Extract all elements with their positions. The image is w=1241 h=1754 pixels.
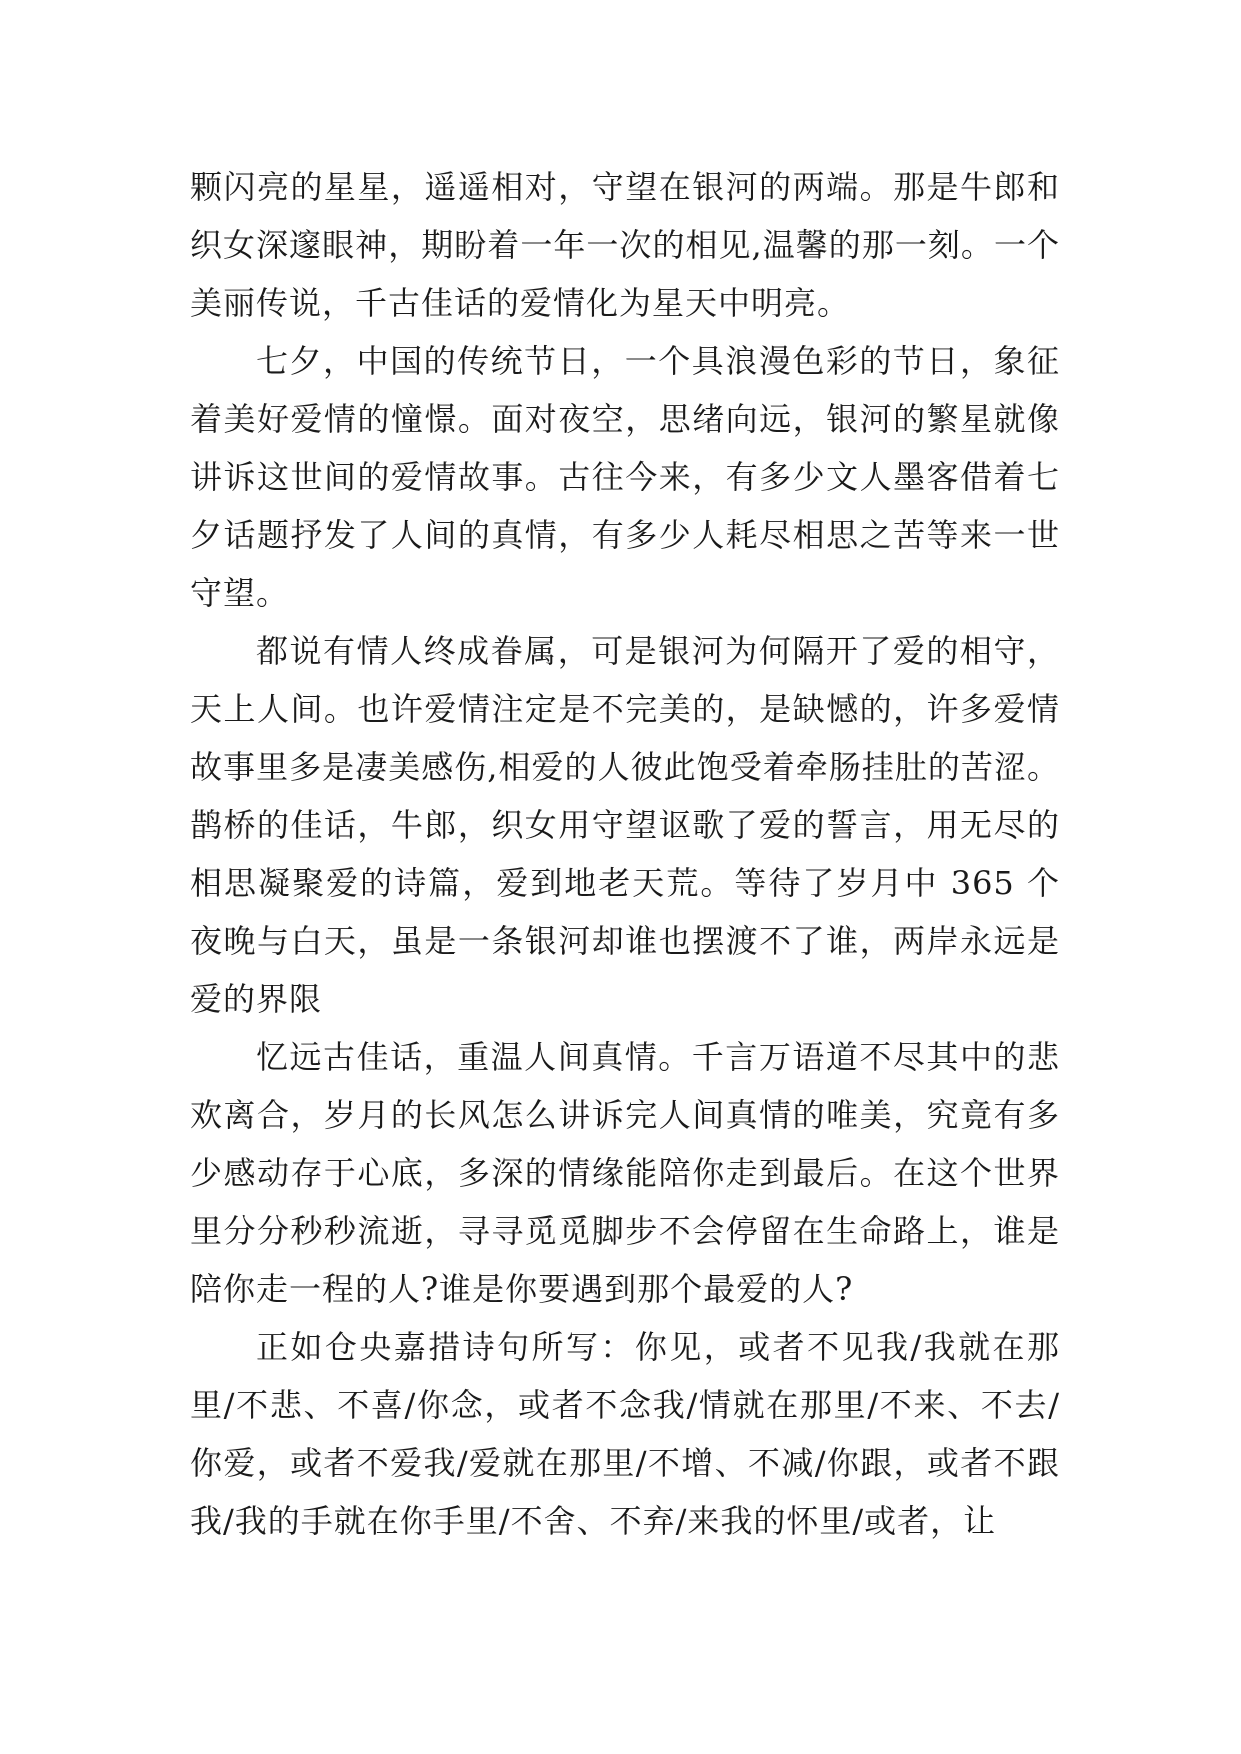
paragraph-5: 正如仓央嘉措诗句所写：你见，或者不见我/我就在那里/不悲、不喜/你念，或者不念我/情就在那里/不来、不去/你爱，或者不爱我/爱就在那里/不增、不减/你跟，或者不跟我/我的手就在你手里/不舍、不弃/来我的怀里/或者，让 <box>190 1328 1060 1540</box>
body-text <box>190 158 1060 1550</box>
paragraph-2: 七夕，中国的传统节日，一个具浪漫色彩的节日，象征着美好爱情的憧憬。面对夜空，思绪向远，银河的繁星就像讲诉这世间的爱情故事。古往今来，有多少文人墨客借着七夕话题抒发了人间的真情，有多少人耗尽相思之苦等来一世守望。 <box>190 342 1060 612</box>
paragraph-4: 忆远古佳话，重温人间真情。千言万语道不尽其中的悲欢离合，岁月的长风怎么讲诉完人间真情的唯美，究竟有多少感动存于心底，多深的情缘能陪你走到最后。在这个世界里分分秒秒流逝，寻寻觅觅脚步不会停留在生命路上，谁是陪你走一程的人?谁是你要遇到那个最爱的人? <box>190 1038 1060 1308</box>
paragraph-1: 颗闪亮的星星，遥遥相对，守望在银河的两端。那是牛郎和织女深邃眼神，期盼着一年一次的相见,温馨的那一刻。一个美丽传说，千古佳话的爱情化为星天中明亮。 <box>190 168 1060 322</box>
paragraph-3: 都说有情人终成眷属，可是银河为何隔开了爱的相守，天上人间。也许爱情注定是不完美的，是缺憾的，许多爱情故事里多是凄美感伤,相爱的人彼此饱受着牵肠挂肚的苦涩。鹊桥的佳话，牛郎，织女用守望讴歌了爱的誓言，用无尽的相思凝聚爱的诗篇，爱到地老天荒。等待了岁月中 365 个夜晚与白天，虽是一条银河却谁也摆渡不了谁，两岸永远是爱的界限 <box>190 632 1060 1018</box>
